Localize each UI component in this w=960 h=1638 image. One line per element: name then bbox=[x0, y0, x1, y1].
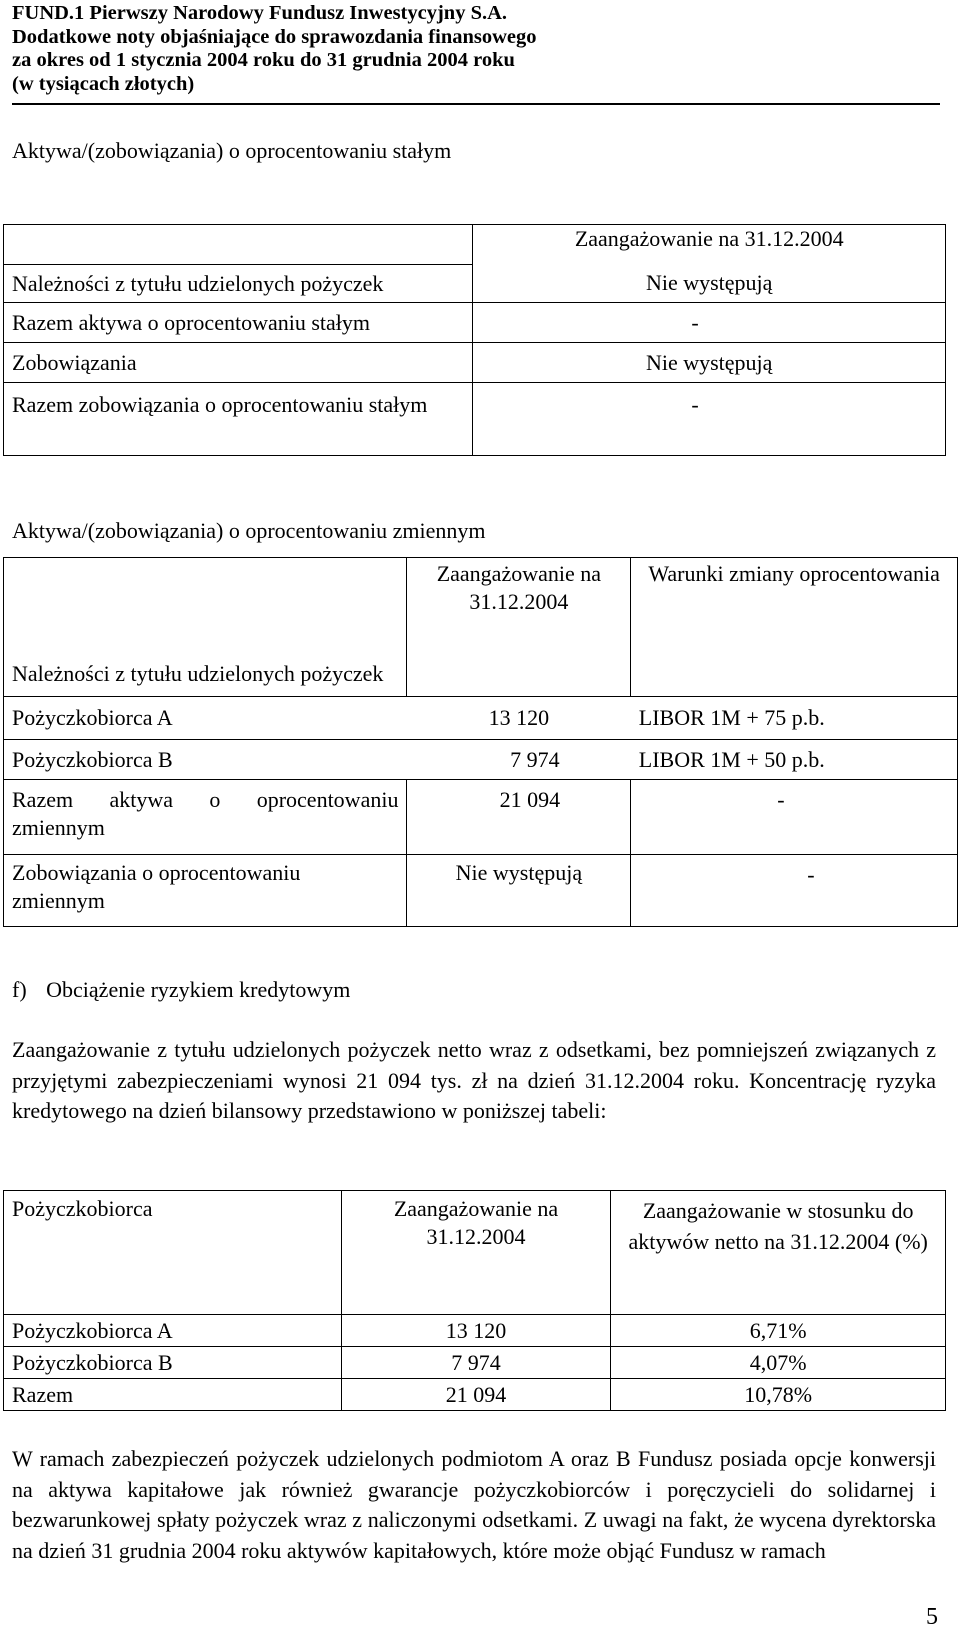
table-cell: Razem bbox=[4, 1379, 342, 1411]
table-cell: Nie występują bbox=[473, 265, 946, 303]
table-row bbox=[4, 383, 946, 456]
variable-rate-table bbox=[3, 557, 958, 927]
page-number: 5 bbox=[926, 1604, 938, 1630]
table-cell: Pożyczkobiorca A bbox=[4, 1315, 342, 1347]
table-cell: - bbox=[473, 383, 946, 456]
table-row bbox=[4, 780, 958, 855]
credit-concentration-table bbox=[3, 1190, 946, 1411]
table-row bbox=[4, 225, 946, 265]
table-row bbox=[4, 1379, 946, 1411]
unit-note: (w tysiącach złotych) bbox=[12, 72, 195, 95]
table-cell: Pożyczkobiorca bbox=[4, 1191, 342, 1315]
section-marker: f) bbox=[12, 977, 27, 1002]
table-row bbox=[4, 303, 946, 343]
collateral-paragraph: W ramach zabezpieczeń pożyczek udzielonych podmiotom A oraz B Fundusz posiada opcje konwersji na aktywa kapitałowe jak również gwarancje pożyczkobiorców i poręczycieli do solidarnej i bezwarunkowej spłaty pożyczek wraz z naliczonymi odsetkami. Z uwagi na fakt, że wycena dyrektorska na dzień 31 grudnia 2004 roku aktywów kapitałowych, które może objąć Fundusz w ramach bbox=[12, 1446, 936, 1563]
credit-risk-paragraph: Zaangażowanie z tytułu udzielonych pożyczek netto wraz z odsetkami, bez pomniejszeń związanych z przyjętymi zabezpieczeniami wynosi 21 094 tys. zł na dzień 31.12.2004 roku. Koncentrację ryzyka kredytowego na dzień bilansowy przedstawiono w poniższej tabeli: bbox=[12, 1037, 936, 1123]
table-cell: 4,07% bbox=[611, 1347, 946, 1379]
variable-rate-title: Aktywa/(zobowiązania) o oprocentowaniu zmiennym bbox=[12, 518, 486, 543]
table-cell: 21 094 bbox=[341, 1379, 611, 1411]
table-cell: Zobowiązania bbox=[4, 343, 473, 383]
table-row bbox=[4, 1315, 946, 1347]
credit-risk-heading bbox=[12, 976, 350, 1004]
table-cell: 7 974 bbox=[341, 1347, 611, 1379]
table-cell: Nie występują bbox=[407, 855, 631, 927]
variable-header-label: Należności z tytułu udzielonych pożyczek bbox=[12, 661, 384, 686]
variable-col-header-1: Zaangażowanie na 31.12.2004 bbox=[407, 558, 631, 697]
table-row bbox=[4, 1347, 946, 1379]
table-cell: Nie występują bbox=[473, 343, 946, 383]
table-cell: Pożyczkobiorca A bbox=[4, 697, 407, 740]
table-cell bbox=[4, 558, 407, 697]
table-cell: - bbox=[631, 855, 958, 927]
table-row bbox=[4, 1191, 946, 1315]
table-row bbox=[4, 855, 958, 927]
fixed-col-header: Zaangażowanie na 31.12.2004 bbox=[473, 225, 946, 265]
table-cell: Razem aktywa o oprocentowaniu stałym bbox=[4, 303, 473, 343]
table-cell: Razem zobowiązania o oprocentowaniu stałym bbox=[4, 383, 473, 456]
table-cell: Należności z tytułu udzielonych pożyczek bbox=[4, 265, 473, 303]
header-rule bbox=[12, 103, 940, 105]
table-row bbox=[4, 697, 958, 740]
fixed-rate-table bbox=[3, 224, 946, 456]
table-cell: Zaangażowanie na 31.12.2004 bbox=[341, 1191, 611, 1315]
table-row bbox=[4, 265, 946, 303]
table-cell: - bbox=[473, 303, 946, 343]
table-cell: 13 120 bbox=[407, 697, 631, 740]
document-header bbox=[12, 2, 942, 96]
notes-title: Dodatkowe noty objaśniające do sprawozdania finansowego bbox=[12, 25, 537, 48]
table-cell: LIBOR 1M + 50 p.b. bbox=[631, 740, 958, 780]
table-cell: Razem aktywa o oprocentowaniu zmiennym bbox=[4, 780, 407, 855]
table-row bbox=[4, 558, 958, 697]
table-row bbox=[4, 343, 946, 383]
table-row bbox=[4, 740, 958, 780]
table-cell: Zobowiązania o oprocentowaniu zmiennym bbox=[4, 855, 407, 927]
table-cell: Zaangażowanie w stosunku do aktywów netto na 31.12.2004 (%) bbox=[611, 1191, 946, 1315]
table-cell: - bbox=[631, 780, 958, 855]
table-cell: Pożyczkobiorca B bbox=[4, 740, 407, 780]
credit-risk-title: Obciążenie ryzykiem kredytowym bbox=[46, 977, 351, 1002]
table-cell: 13 120 bbox=[341, 1315, 611, 1347]
fixed-rate-title: Aktywa/(zobowiązania) o oprocentowaniu stałym bbox=[12, 138, 452, 163]
table-cell: 10,78% bbox=[611, 1379, 946, 1411]
table-cell: 7 974 bbox=[407, 740, 631, 780]
table-cell: Pożyczkobiorca B bbox=[4, 1347, 342, 1379]
table-cell: LIBOR 1M + 75 p.b. bbox=[631, 697, 958, 740]
fund-name: FUND.1 Pierwszy Narodowy Fundusz Inwestycyjny S.A. bbox=[12, 2, 508, 24]
period-line: za okres od 1 stycznia 2004 roku do 31 grudnia 2004 roku bbox=[12, 49, 515, 71]
table-cell: 6,71% bbox=[611, 1315, 946, 1347]
variable-col-header-2: Warunki zmiany oprocentowania bbox=[631, 558, 958, 697]
table-cell bbox=[4, 225, 473, 265]
table-cell: 21 094 bbox=[407, 780, 631, 855]
